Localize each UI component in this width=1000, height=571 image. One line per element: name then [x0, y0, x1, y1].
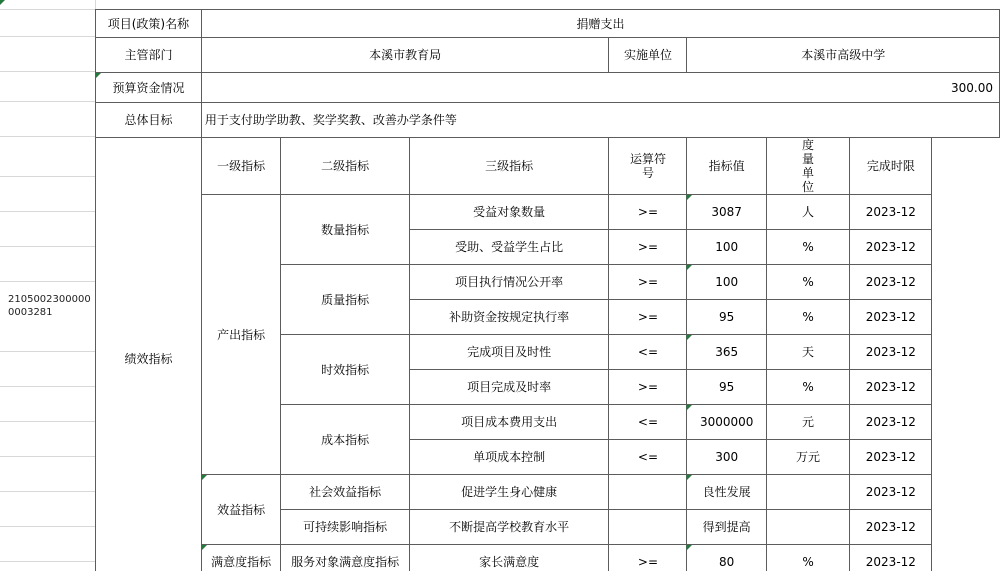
label-goal[interactable]: 总体目标	[96, 103, 202, 138]
project-name-value[interactable]: 捐赠支出	[201, 10, 999, 38]
level3-cell[interactable]: 项目成本费用支出	[409, 405, 609, 440]
value-cell[interactable]: 95	[687, 300, 766, 335]
unit-cell[interactable]: 万元	[766, 440, 849, 475]
deadline-cell[interactable]: 2023-12	[850, 265, 932, 300]
level3-cell[interactable]: 单项成本控制	[409, 440, 609, 475]
dept-value[interactable]: 本溪市教育局	[201, 38, 609, 73]
header-operator[interactable]: 运算符号	[609, 138, 687, 195]
deadline-cell[interactable]: 2023-12	[850, 405, 932, 440]
level1-satisfaction[interactable]: 满意度指标	[201, 545, 281, 571]
operator-cell[interactable]: >=	[609, 265, 687, 300]
level2-timeliness[interactable]: 时效指标	[281, 335, 409, 405]
label-exec-unit[interactable]: 实施单位	[609, 38, 687, 73]
operator-cell[interactable]: >=	[609, 230, 687, 265]
gridline	[0, 136, 95, 137]
header-unit[interactable]: 度量单位	[766, 138, 849, 195]
deadline-cell[interactable]: 2023-12	[850, 195, 932, 230]
level3-cell[interactable]: 家长满意度	[409, 545, 609, 571]
level2-sustainable-impact[interactable]: 可持续影响指标	[281, 510, 409, 545]
header-value[interactable]: 指标值	[687, 138, 766, 195]
gridline	[0, 101, 95, 102]
operator-cell[interactable]	[609, 510, 687, 545]
level3-cell[interactable]: 受助、受益学生占比	[409, 230, 609, 265]
deadline-cell[interactable]: 2023-12	[850, 440, 932, 475]
budget-value[interactable]: 300.00	[201, 73, 999, 103]
label-budget[interactable]: 预算资金情况	[96, 73, 202, 103]
deadline-cell[interactable]: 2023-12	[850, 300, 932, 335]
level2-quality[interactable]: 质量指标	[281, 265, 409, 335]
deadline-cell[interactable]: 2023-12	[850, 510, 932, 545]
unit-cell[interactable]	[766, 510, 849, 545]
unit-cell[interactable]: %	[766, 300, 849, 335]
operator-cell[interactable]: <=	[609, 440, 687, 475]
cell-comment-marker	[0, 0, 5, 5]
deadline-cell[interactable]: 2023-12	[850, 335, 932, 370]
operator-cell[interactable]: >=	[609, 300, 687, 335]
level3-cell[interactable]: 不断提高学校教育水平	[409, 510, 609, 545]
gridline	[0, 211, 95, 212]
header-level1[interactable]: 一级指标	[201, 138, 281, 195]
header-level2[interactable]: 二级指标	[281, 138, 409, 195]
level2-service-satisfaction[interactable]: 服务对象满意度指标	[281, 545, 409, 571]
operator-cell[interactable]	[609, 475, 687, 510]
gridline	[0, 491, 95, 492]
deadline-cell[interactable]: 2023-12	[850, 475, 932, 510]
unit-cell[interactable]: 天	[766, 335, 849, 370]
unit-cell[interactable]	[766, 475, 849, 510]
level2-cost[interactable]: 成本指标	[281, 405, 409, 475]
gridline	[0, 526, 95, 527]
gridline	[0, 246, 95, 247]
performance-table	[95, 9, 1000, 571]
gridline	[0, 386, 95, 387]
level3-cell[interactable]: 完成项目及时性	[409, 335, 609, 370]
level1-benefit[interactable]: 效益指标	[201, 475, 281, 545]
operator-cell[interactable]: >=	[609, 545, 687, 571]
gridline	[0, 561, 95, 562]
value-cell[interactable]: 良性发展	[687, 475, 766, 510]
goal-value[interactable]: 用于支付助学助教、奖学奖教、改善办学条件等	[201, 103, 999, 138]
unit-cell[interactable]: %	[766, 265, 849, 300]
gridline	[0, 36, 95, 37]
operator-cell[interactable]: <=	[609, 335, 687, 370]
level2-quantity[interactable]: 数量指标	[281, 195, 409, 265]
deadline-cell[interactable]: 2023-12	[850, 230, 932, 265]
gridline	[0, 176, 95, 177]
header-deadline[interactable]: 完成时限	[850, 138, 932, 195]
header-level3[interactable]: 三级指标	[409, 138, 609, 195]
value-cell[interactable]: 得到提高	[687, 510, 766, 545]
deadline-cell[interactable]: 2023-12	[850, 370, 932, 405]
unit-cell[interactable]: %	[766, 230, 849, 265]
level3-cell[interactable]: 项目完成及时率	[409, 370, 609, 405]
level2-social-benefit[interactable]: 社会效益指标	[281, 475, 409, 510]
label-project-name[interactable]: 项目(政策)名称	[96, 10, 202, 38]
exec-unit-value[interactable]: 本溪市高级中学	[687, 38, 1000, 73]
level3-cell[interactable]: 项目执行情况公开率	[409, 265, 609, 300]
gridline	[0, 456, 95, 457]
unit-cell[interactable]: %	[766, 370, 849, 405]
value-cell[interactable]: 100	[687, 230, 766, 265]
operator-cell[interactable]: <=	[609, 405, 687, 440]
value-cell[interactable]: 100	[687, 265, 766, 300]
unit-cell[interactable]: 人	[766, 195, 849, 230]
label-perf[interactable]: 绩效指标	[96, 138, 202, 571]
value-cell[interactable]: 300	[687, 440, 766, 475]
operator-cell[interactable]: >=	[609, 195, 687, 230]
gridline	[0, 281, 95, 282]
row-id-cell[interactable]: 21050023000000003281	[8, 294, 91, 318]
gridline	[0, 421, 95, 422]
level3-cell[interactable]: 促进学生身心健康	[409, 475, 609, 510]
value-cell[interactable]: 95	[687, 370, 766, 405]
deadline-cell[interactable]: 2023-12	[850, 545, 932, 571]
gridline	[0, 71, 95, 72]
level3-cell[interactable]: 受益对象数量	[409, 195, 609, 230]
value-cell[interactable]: 80	[687, 545, 766, 571]
gridline	[95, 0, 96, 9]
unit-cell[interactable]: 元	[766, 405, 849, 440]
level1-output[interactable]: 产出指标	[201, 195, 281, 475]
gridline	[0, 351, 95, 352]
operator-cell[interactable]: >=	[609, 370, 687, 405]
level3-cell[interactable]: 补助资金按规定执行率	[409, 300, 609, 335]
value-cell[interactable]: 3000000	[687, 405, 766, 440]
value-cell[interactable]: 365	[687, 335, 766, 370]
value-cell[interactable]: 3087	[687, 195, 766, 230]
label-dept[interactable]: 主管部门	[96, 38, 202, 73]
unit-cell[interactable]: %	[766, 545, 849, 571]
